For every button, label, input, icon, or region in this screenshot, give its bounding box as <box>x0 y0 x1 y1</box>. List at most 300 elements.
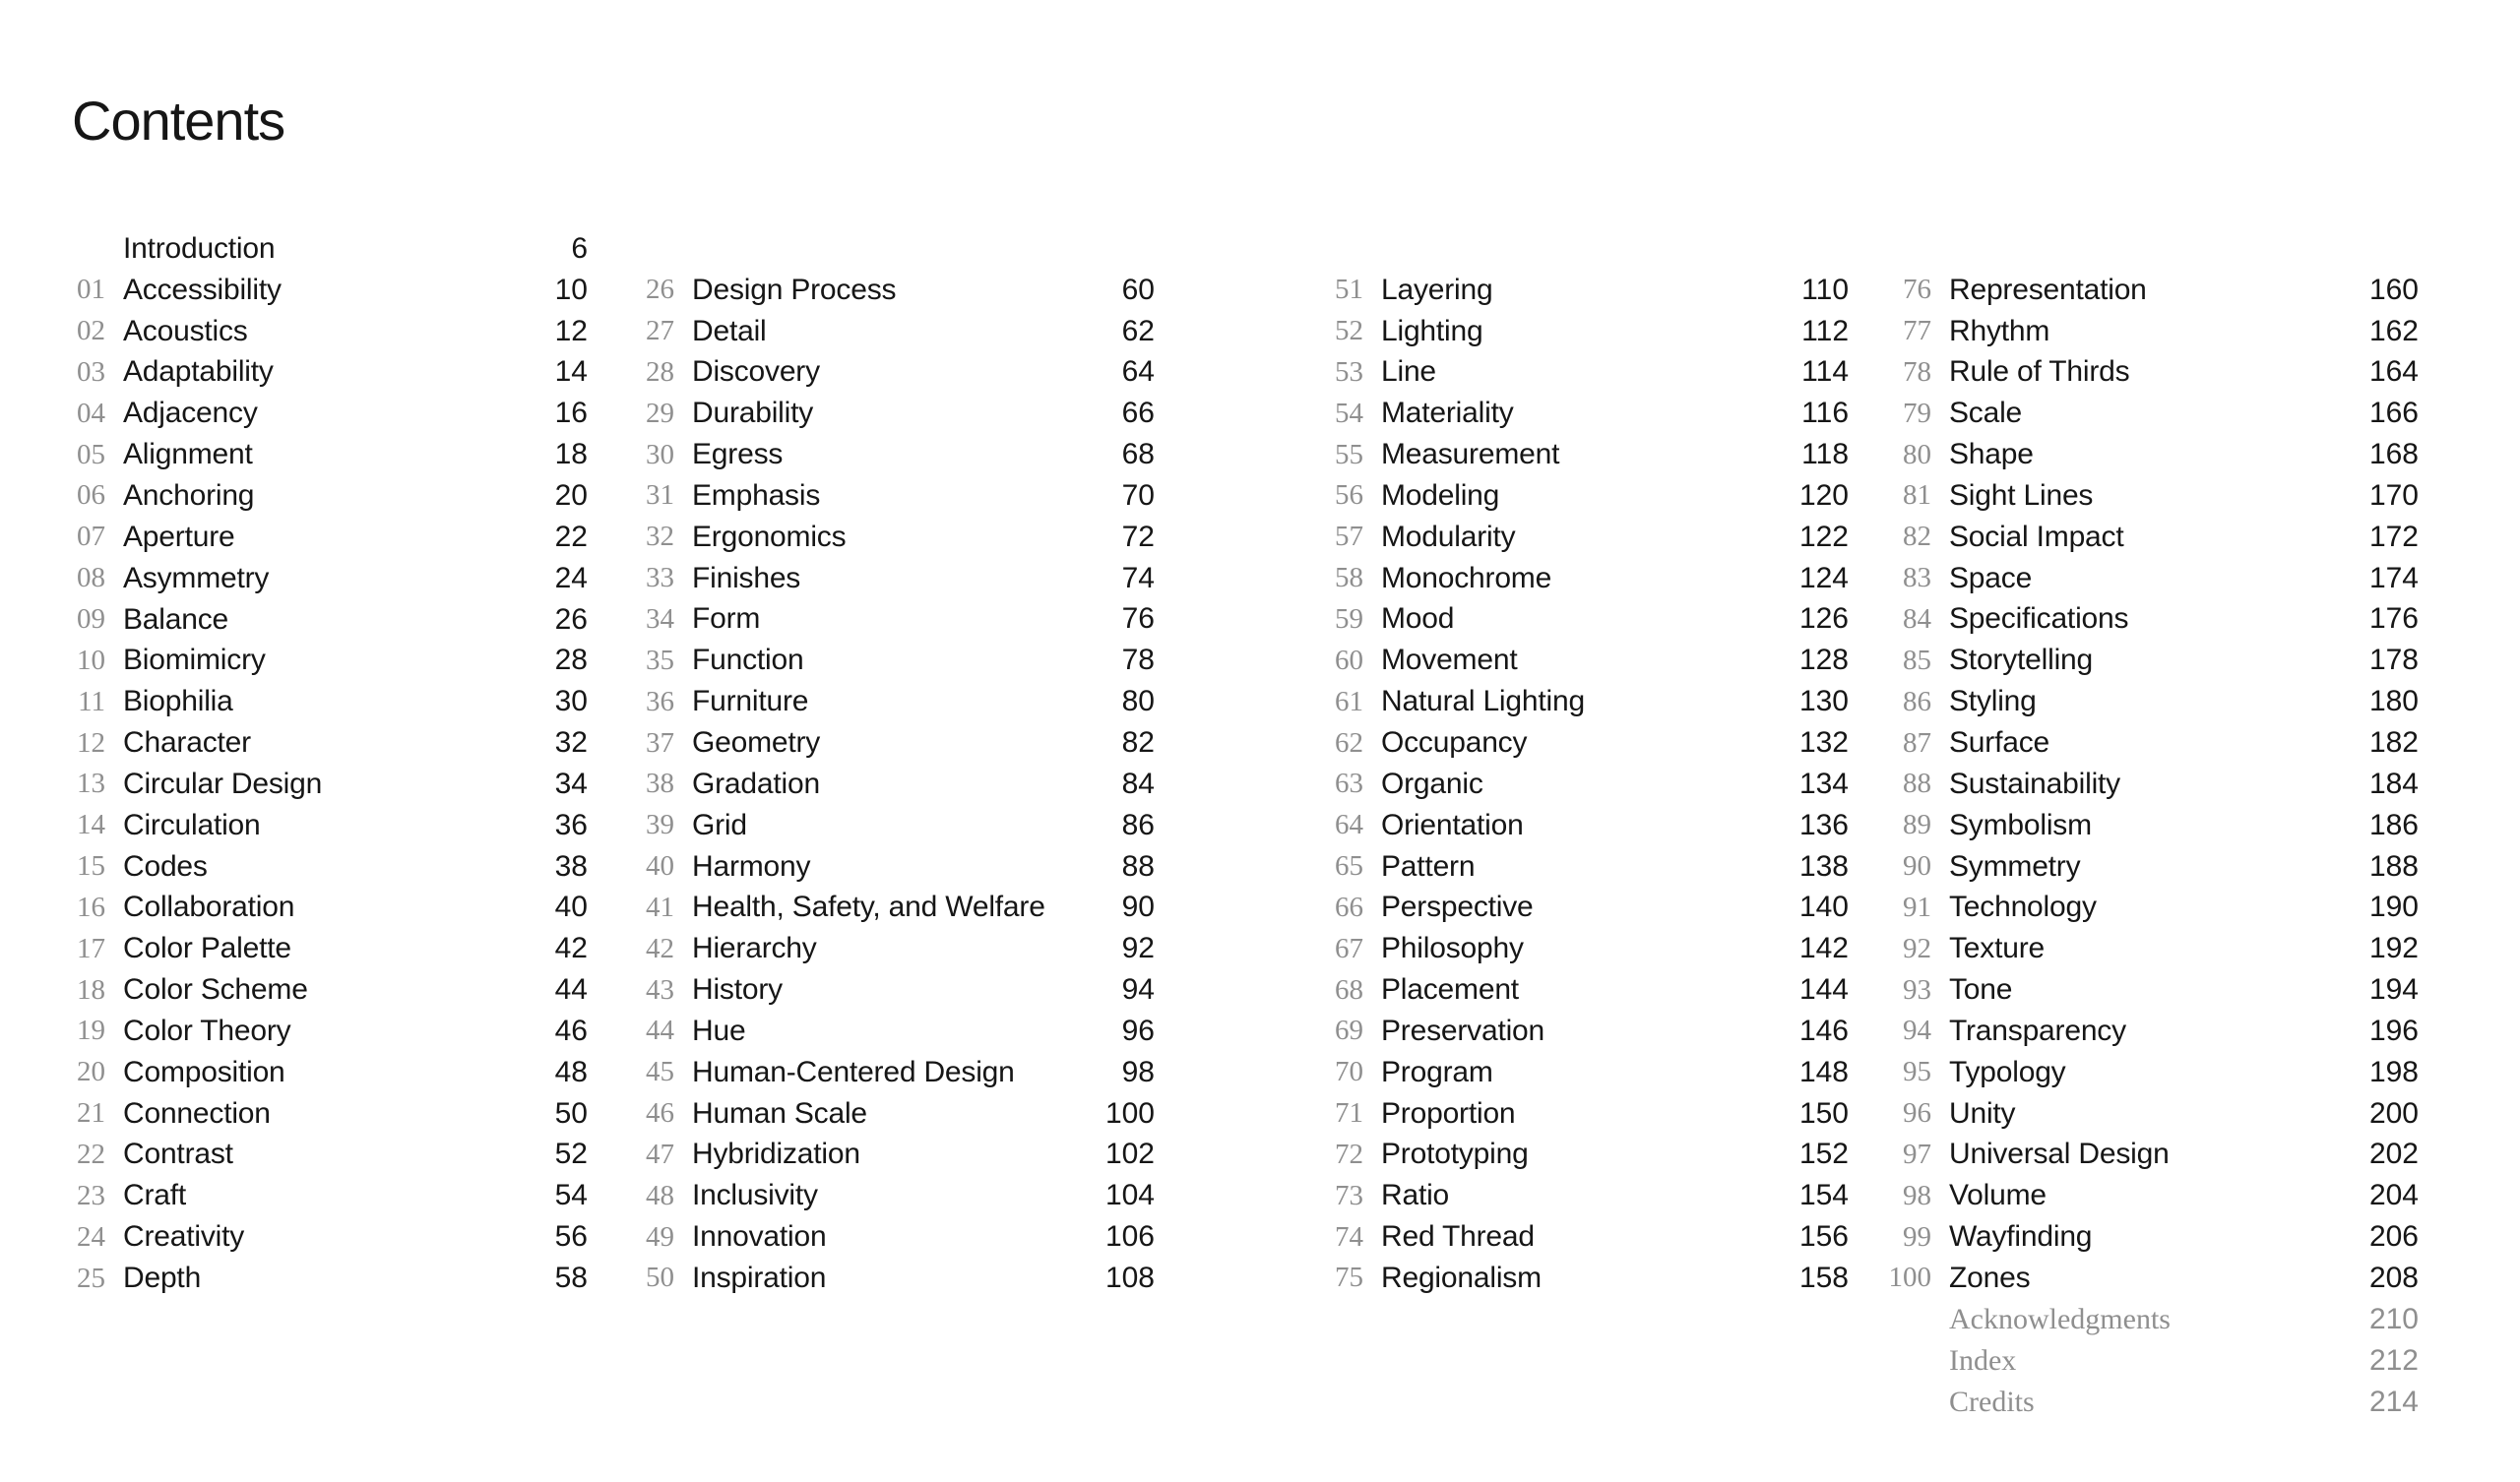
entry-page: 24 <box>554 561 588 594</box>
entry-title: Discovery <box>692 355 820 389</box>
entry-page: 74 <box>1121 561 1155 594</box>
toc-row <box>1314 351 1849 393</box>
entry-number: 34 <box>646 602 674 635</box>
entry-title: Symbolism <box>1949 808 2092 841</box>
entry-page: 116 <box>1801 397 1849 430</box>
entry-page: 56 <box>554 1220 588 1254</box>
entry-number: 82 <box>1903 521 1931 553</box>
entry-number: 67 <box>1335 932 1363 964</box>
toc-row <box>56 805 588 846</box>
entry-number: 03 <box>77 355 105 388</box>
entry-title: Health, Safety, and Welfare <box>692 891 1045 924</box>
toc-row <box>56 517 588 558</box>
entry-number: 55 <box>1335 438 1363 470</box>
entry-number: 19 <box>77 1015 105 1047</box>
entry-title: Modularity <box>1381 520 1516 553</box>
entry-page: 140 <box>1798 891 1849 924</box>
entry-title: Introduction <box>123 231 276 265</box>
entry-page: 188 <box>2368 849 2419 883</box>
entry-number: 94 <box>1903 1015 1931 1047</box>
toc-row <box>1882 434 2419 475</box>
entry-page: 210 <box>2368 1302 2419 1335</box>
entry-number: 81 <box>1903 479 1931 512</box>
entry-number: 10 <box>77 644 105 676</box>
entry-page: 10 <box>554 273 588 306</box>
entry-title: Anchoring <box>123 478 255 512</box>
entry-number: 12 <box>77 726 105 759</box>
toc-row <box>1314 270 1849 311</box>
toc-row <box>625 1258 1155 1299</box>
entry-number: 88 <box>1903 768 1931 800</box>
entry-page: 44 <box>554 973 588 1007</box>
entry-title: Program <box>1381 1055 1493 1088</box>
toc-row <box>56 681 588 722</box>
entry-page: 154 <box>1798 1179 1849 1212</box>
entry-title: Measurement <box>1381 438 1560 471</box>
entry-page: 206 <box>2368 1220 2419 1254</box>
entry-title: Human-Centered Design <box>692 1055 1015 1088</box>
entry-page: 84 <box>1121 767 1155 800</box>
entry-title: Typology <box>1949 1055 2066 1088</box>
toc-row <box>56 352 588 394</box>
toc-row <box>1882 681 2419 722</box>
toc-row <box>625 393 1155 434</box>
entry-title: Inclusivity <box>692 1179 818 1212</box>
toc-row <box>1314 599 1849 641</box>
toc-row <box>625 517 1155 558</box>
toc-row <box>56 558 588 599</box>
entry-number: 91 <box>1903 891 1931 923</box>
entry-page: 162 <box>2368 314 2419 347</box>
entry-page: 92 <box>1121 932 1155 965</box>
entry-number: 30 <box>646 438 674 470</box>
entry-title: Biomimicry <box>123 644 266 677</box>
toc-row <box>1314 764 1849 805</box>
entry-number: 93 <box>1903 973 1931 1006</box>
entry-title: Alignment <box>123 438 253 471</box>
entry-page: 32 <box>554 726 588 760</box>
entry-title: Furniture <box>692 685 809 718</box>
entry-number: 08 <box>77 562 105 594</box>
entry-page: 194 <box>2368 973 2419 1007</box>
entry-title: Specifications <box>1949 602 2129 636</box>
entry-page: 120 <box>1798 478 1849 512</box>
toc-row <box>1314 475 1849 517</box>
toc-row <box>56 764 588 805</box>
entry-page: 48 <box>554 1055 588 1088</box>
toc-row <box>1314 928 1849 969</box>
entry-number: 50 <box>646 1262 674 1294</box>
entry-title: Perspective <box>1381 891 1534 924</box>
toc-row <box>625 1093 1155 1135</box>
toc-row <box>1882 846 2419 888</box>
entry-number: 07 <box>77 521 105 553</box>
toc-row <box>1314 887 1849 928</box>
entry-title: Inspiration <box>692 1261 827 1294</box>
toc-row <box>1314 558 1849 599</box>
toc-row <box>625 558 1155 599</box>
entry-title: Biophilia <box>123 685 233 718</box>
entry-number: 42 <box>646 932 674 964</box>
entry-title: Red Thread <box>1381 1220 1535 1254</box>
entry-page: 50 <box>554 1096 588 1130</box>
entry-title: Circulation <box>123 808 261 841</box>
entry-title: Asymmetry <box>123 561 270 594</box>
entry-number: 28 <box>646 355 674 388</box>
toc-row <box>56 311 588 352</box>
entry-page: 78 <box>1121 644 1155 677</box>
toc-row <box>1882 517 2419 558</box>
entry-page: 70 <box>1121 478 1155 512</box>
entry-page: 164 <box>2368 355 2419 389</box>
entry-title: Preservation <box>1381 1014 1545 1047</box>
toc-row <box>56 270 588 311</box>
entry-title: Connection <box>123 1096 271 1130</box>
entry-number: 53 <box>1335 355 1363 388</box>
entry-page: 64 <box>1121 355 1155 389</box>
toc-row <box>625 846 1155 888</box>
toc-row <box>1882 1382 2419 1423</box>
entry-title: Human Scale <box>692 1096 867 1130</box>
entry-page: 94 <box>1121 973 1155 1007</box>
entry-title: Finishes <box>692 561 801 594</box>
entry-title: Shape <box>1949 438 2034 471</box>
entry-page: 180 <box>2368 685 2419 718</box>
entry-page: 158 <box>1798 1261 1849 1294</box>
toc-row <box>1882 475 2419 517</box>
toc-row <box>625 640 1155 681</box>
entry-title: Movement <box>1381 644 1518 677</box>
entry-title: Scale <box>1949 397 2023 430</box>
entry-page: 160 <box>2368 273 2419 306</box>
entry-page: 142 <box>1798 932 1849 965</box>
entry-number: 97 <box>1903 1138 1931 1170</box>
toc-row <box>1882 393 2419 434</box>
entry-number: 60 <box>1335 644 1363 676</box>
toc-row <box>1882 1299 2419 1340</box>
toc-row <box>1314 1175 1849 1216</box>
entry-title: Sight Lines <box>1949 478 2094 512</box>
toc-row <box>56 599 588 641</box>
entry-title: Function <box>692 644 804 677</box>
entry-page: 182 <box>2368 726 2419 759</box>
toc-row <box>56 1135 588 1176</box>
entry-number: 43 <box>646 973 674 1006</box>
toc-back-matter <box>1882 1299 2419 1423</box>
entry-page: 112 <box>1801 314 1849 347</box>
entry-title: Egress <box>692 438 784 471</box>
entry-page: 42 <box>554 932 588 965</box>
entry-title: Representation <box>1949 273 2147 306</box>
entry-page: 86 <box>1121 808 1155 841</box>
toc-row <box>625 434 1155 475</box>
entry-number: 41 <box>646 891 674 923</box>
entry-title: Zones <box>1949 1261 2031 1294</box>
entry-title: Line <box>1381 355 1436 389</box>
toc-row <box>1314 846 1849 888</box>
entry-page: 196 <box>2368 1014 2419 1047</box>
toc-row <box>56 640 588 681</box>
entry-number: 04 <box>77 397 105 429</box>
toc-row <box>1314 1216 1849 1258</box>
toc-row <box>56 1011 588 1052</box>
entry-title: Philosophy <box>1381 932 1524 965</box>
entry-page: 192 <box>2368 932 2419 965</box>
entry-number: 72 <box>1335 1138 1363 1170</box>
entry-page: 204 <box>2368 1179 2419 1212</box>
entry-page: 186 <box>2368 808 2419 841</box>
entry-page: 26 <box>554 602 588 636</box>
entry-page: 200 <box>2368 1096 2419 1130</box>
entry-number: 21 <box>77 1097 105 1130</box>
entry-title: Acknowledgments <box>1949 1302 2171 1335</box>
toc-row <box>56 1052 588 1093</box>
entry-title: Technology <box>1949 891 2097 924</box>
entry-page: 156 <box>1798 1220 1849 1254</box>
entry-title: Color Palette <box>123 932 291 965</box>
toc-row <box>625 1135 1155 1176</box>
entry-page: 88 <box>1121 849 1155 883</box>
entry-number: 33 <box>646 562 674 594</box>
entry-page: 22 <box>554 520 588 553</box>
entry-page: 40 <box>554 891 588 924</box>
toc-row <box>625 928 1155 969</box>
entry-title: Regionalism <box>1381 1261 1542 1294</box>
entry-number: 46 <box>646 1097 674 1130</box>
entry-number: 78 <box>1903 355 1931 388</box>
entry-number: 63 <box>1335 768 1363 800</box>
entry-title: Ergonomics <box>692 520 847 553</box>
entry-title: Natural Lighting <box>1381 685 1585 718</box>
entry-page: 176 <box>2368 602 2419 636</box>
entry-page: 166 <box>2368 397 2419 430</box>
entry-page: 198 <box>2368 1055 2419 1088</box>
entry-number: 38 <box>646 768 674 800</box>
toc-row <box>1882 1011 2419 1052</box>
toc-row <box>625 1216 1155 1258</box>
entry-title: Composition <box>123 1055 285 1088</box>
entry-title: Sustainability <box>1949 767 2120 800</box>
entry-title: Emphasis <box>692 478 821 512</box>
toc-row <box>56 1258 588 1299</box>
entry-title: Organic <box>1381 767 1483 800</box>
toc-row <box>1314 1258 1849 1299</box>
entry-title: Character <box>123 726 251 760</box>
toc-row <box>625 969 1155 1011</box>
toc-row <box>1314 393 1849 434</box>
entry-title: Grid <box>692 808 747 841</box>
entry-number: 35 <box>646 644 674 676</box>
entry-title: Hue <box>692 1014 746 1047</box>
entry-page: 190 <box>2368 891 2419 924</box>
entry-number: 84 <box>1903 602 1931 635</box>
toc-row <box>1882 887 2419 928</box>
entry-title: Pattern <box>1381 849 1476 883</box>
entry-page: 170 <box>2368 478 2419 512</box>
entry-page: 14 <box>554 355 588 389</box>
entry-title: Adaptability <box>123 355 274 389</box>
toc-row <box>56 846 588 888</box>
toc-row <box>625 764 1155 805</box>
entry-title: Materiality <box>1381 397 1514 430</box>
entry-page: 108 <box>1104 1261 1155 1294</box>
entry-page: 18 <box>554 438 588 471</box>
toc-row <box>1882 805 2419 846</box>
entry-number: 89 <box>1903 809 1931 841</box>
entry-number: 73 <box>1335 1179 1363 1211</box>
toc-row <box>56 1093 588 1135</box>
entry-title: Rhythm <box>1949 314 2050 347</box>
entry-page: 114 <box>1801 355 1849 389</box>
toc-row <box>1882 722 2419 764</box>
entry-title: Wayfinding <box>1949 1220 2093 1254</box>
entry-number: 13 <box>77 768 105 800</box>
entry-title: Form <box>692 602 761 636</box>
toc-row <box>1314 1011 1849 1052</box>
toc-row <box>1314 640 1849 681</box>
entry-page: 136 <box>1798 808 1849 841</box>
entry-number: 06 <box>77 479 105 512</box>
toc-row <box>1882 1216 2419 1258</box>
entry-title: Color Theory <box>123 1014 291 1047</box>
entry-title: Occupancy <box>1381 726 1528 759</box>
entry-number: 44 <box>646 1015 674 1047</box>
entry-title: Innovation <box>692 1220 827 1254</box>
entry-title: Aperture <box>123 520 235 553</box>
entry-page: 16 <box>554 397 588 430</box>
entry-title: Monochrome <box>1381 561 1552 594</box>
toc-row <box>1882 270 2419 311</box>
toc-row <box>1314 805 1849 846</box>
entry-page: 98 <box>1121 1055 1155 1088</box>
entry-page: 82 <box>1121 726 1155 759</box>
entry-page: 146 <box>1798 1014 1849 1047</box>
entry-number: 24 <box>77 1220 105 1253</box>
entry-number: 100 <box>1888 1262 1931 1294</box>
toc-row <box>56 888 588 929</box>
entry-page: 152 <box>1798 1138 1849 1171</box>
toc-row <box>1882 558 2419 599</box>
entry-number: 23 <box>77 1179 105 1211</box>
toc-row <box>56 722 588 764</box>
entry-page: 62 <box>1121 314 1155 347</box>
toc-row <box>1882 640 2419 681</box>
entry-title: Detail <box>692 314 767 347</box>
toc-row <box>1882 1093 2419 1135</box>
entry-number: 47 <box>646 1138 674 1170</box>
toc-row <box>1882 1135 2419 1176</box>
entry-number: 22 <box>77 1138 105 1170</box>
entry-title: Acoustics <box>123 314 248 347</box>
entry-number: 66 <box>1335 891 1363 923</box>
toc-row <box>1314 1093 1849 1135</box>
entry-page: 96 <box>1121 1014 1155 1047</box>
entry-number: 31 <box>646 479 674 512</box>
entry-title: Social Impact <box>1949 520 2124 553</box>
entry-number: 27 <box>646 315 674 347</box>
toc-row <box>1314 311 1849 352</box>
entry-page: 134 <box>1798 767 1849 800</box>
entry-title: Surface <box>1949 726 2049 759</box>
entry-number: 95 <box>1903 1056 1931 1088</box>
entry-page: 30 <box>554 685 588 718</box>
entry-number: 99 <box>1903 1220 1931 1253</box>
entry-title: Depth <box>123 1262 202 1295</box>
entry-page: 100 <box>1104 1096 1155 1130</box>
entry-number: 98 <box>1903 1179 1931 1211</box>
entry-number: 14 <box>77 809 105 841</box>
entry-title: Credits <box>1949 1385 2035 1418</box>
toc-row <box>1314 969 1849 1011</box>
toc-row <box>1882 1258 2419 1299</box>
entry-number: 69 <box>1335 1015 1363 1047</box>
entry-title: Rule of Thirds <box>1949 355 2130 389</box>
entry-title: Tone <box>1949 973 2013 1007</box>
entry-page: 52 <box>554 1138 588 1171</box>
toc-row <box>56 1216 588 1258</box>
toc-row <box>56 969 588 1011</box>
entry-page: 174 <box>2368 561 2419 594</box>
entry-page: 178 <box>2368 644 2419 677</box>
entry-number: 86 <box>1903 685 1931 717</box>
entry-title: Codes <box>123 849 208 883</box>
entry-number: 16 <box>77 891 105 923</box>
entry-page: 12 <box>554 314 588 347</box>
entry-number: 02 <box>77 315 105 347</box>
entry-title: Storytelling <box>1949 644 2094 677</box>
entry-number: 59 <box>1335 602 1363 635</box>
entry-page: 110 <box>1801 273 1849 306</box>
entry-title: Design Process <box>692 273 897 306</box>
entry-page: 6 <box>571 231 588 265</box>
page-title: Contents <box>72 89 285 152</box>
entry-page: 60 <box>1121 273 1155 306</box>
entry-number: 37 <box>646 726 674 759</box>
entry-page: 122 <box>1798 520 1849 553</box>
entry-page: 214 <box>2368 1385 2419 1418</box>
entry-page: 20 <box>554 478 588 512</box>
entry-number: 80 <box>1903 438 1931 470</box>
toc-row <box>1314 1135 1849 1176</box>
entry-number: 76 <box>1903 274 1931 306</box>
entry-number: 48 <box>646 1179 674 1211</box>
entry-title: Color Scheme <box>123 973 308 1007</box>
entry-number: 26 <box>646 274 674 306</box>
entry-number: 25 <box>77 1262 105 1294</box>
entry-page: 138 <box>1798 849 1849 883</box>
toc-column-3 <box>1314 270 1849 1299</box>
entry-number: 39 <box>646 809 674 841</box>
entry-page: 104 <box>1104 1179 1155 1212</box>
entry-number: 79 <box>1903 397 1931 429</box>
entry-page: 28 <box>554 644 588 677</box>
entry-number: 01 <box>77 274 105 306</box>
toc-row <box>1314 722 1849 764</box>
toc-row <box>625 887 1155 928</box>
entry-title: Unity <box>1949 1096 2016 1130</box>
entry-number: 05 <box>77 438 105 470</box>
entry-page: 34 <box>554 767 588 800</box>
toc-column-1 <box>56 228 588 1299</box>
toc-row <box>56 475 588 517</box>
toc-row <box>1882 311 2419 352</box>
toc-row <box>625 722 1155 764</box>
entry-number: 90 <box>1903 850 1931 883</box>
entry-page: 184 <box>2368 767 2419 800</box>
entry-number: 18 <box>77 973 105 1006</box>
entry-number: 71 <box>1335 1097 1363 1130</box>
entry-title: Proportion <box>1381 1096 1516 1130</box>
